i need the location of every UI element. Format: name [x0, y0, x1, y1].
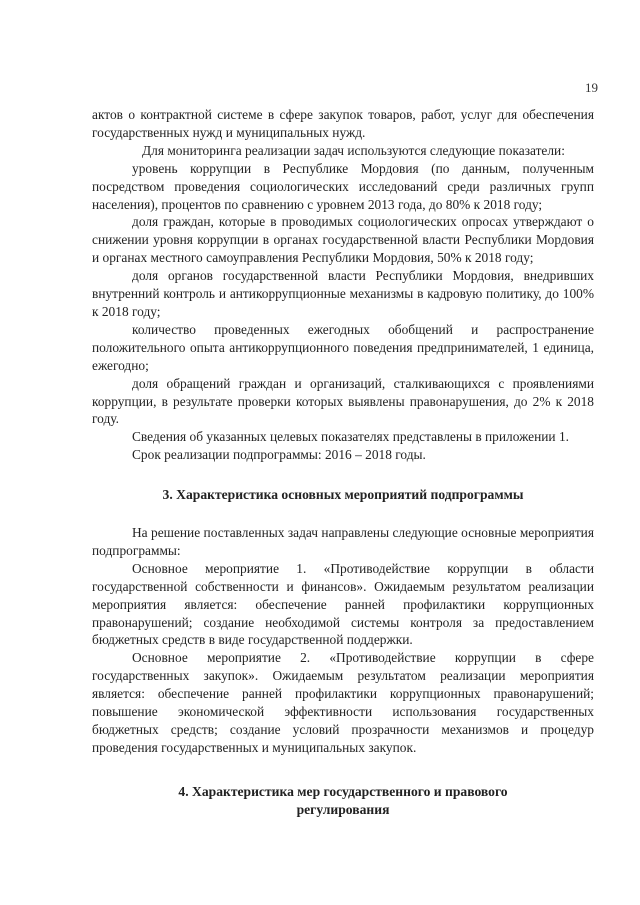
paragraph-appendix-reference: Сведения об указанных целевых показателях представлены в приложении 1.: [132, 429, 569, 445]
indicator-authorities-share: доля органов государственной власти Республики Мордовия, внедривших внутренний контроль и антикоррупционные механизмы в кадровую политику, до 100% к 2018 году;: [92, 268, 594, 319]
page-number: 19: [585, 80, 598, 95]
section-4-heading-line-2: регулирования: [296, 801, 390, 817]
paragraph-monitoring-intro: Для мониторинга реализации задач используются следующие показатели:: [142, 142, 565, 158]
section-3-intro: На решение поставленных задач направлены следующие основные мероприятия подпрограммы:: [92, 525, 594, 558]
indicator-corruption-level: уровень коррупции в Республике Мордовия (по данным, полученным посредством проведения социологических исследований среди различных групп населения), процентов по сравнению с уровнем 2013 года, до 80% к 2018 году;: [92, 160, 594, 212]
main-activity-2: Основное мероприятие 2. «Противодействие коррупции в сфере государственных закупок». Ожидаемым результатом реализации мероприятия является: обеспечение ранней профилактики коррупционных правонарушений; повышение экономической эффективности использования государственных бюджетных средств; создание условий прозрачности механизмов и процедур проведения государственных и муниципальных закупок.: [92, 650, 594, 755]
main-activity-1: Основное мероприятие 1. «Противодействие коррупции в области государственной собственности и финансов». Ожидаемым результатом реализации мероприятия является: обеспечение ранней профилактики коррупционных правонарушений; создание необходимой системы контроля за предоставлением бюджетных средств в виде государственной поддержки.: [92, 560, 594, 648]
document-body: [92, 106, 594, 819]
section-4-heading: [92, 783, 594, 819]
indicator-generalizations-count: количество проведенных ежегодных обобщений и распространение положительного опыта антикоррупционного поведения предпринимателей, 1 единица, ежегодно;: [92, 321, 594, 373]
indicator-appeals-share: доля обращений граждан и организаций, сталкивающихся с проявлениями коррупции, в результате проверки которых выявлены правонарушения, до 2% к 2018 году.: [92, 375, 594, 427]
section-4-heading-line-1: 4. Характеристика мер государственного и правового: [178, 783, 508, 799]
paragraph-implementation-period: Срок реализации подпрограммы: 2016 – 2018 годы.: [132, 447, 426, 463]
indicator-citizens-share: доля граждан, которые в проводимых социологических опросах утверждают о снижении уровня коррупции в органах государственной власти Республики Мордовия и органах местного самоуправления Республики Мордовия, 50% к 2018 году;: [92, 214, 594, 266]
paragraph-contract-system: актов о контрактной системе в сфере закупок товаров, работ, услуг для обеспечения государственных нужд и муниципальных нужд.: [92, 107, 594, 140]
section-3-heading: 3. Характеристика основных мероприятий подпрограммы: [162, 487, 524, 503]
